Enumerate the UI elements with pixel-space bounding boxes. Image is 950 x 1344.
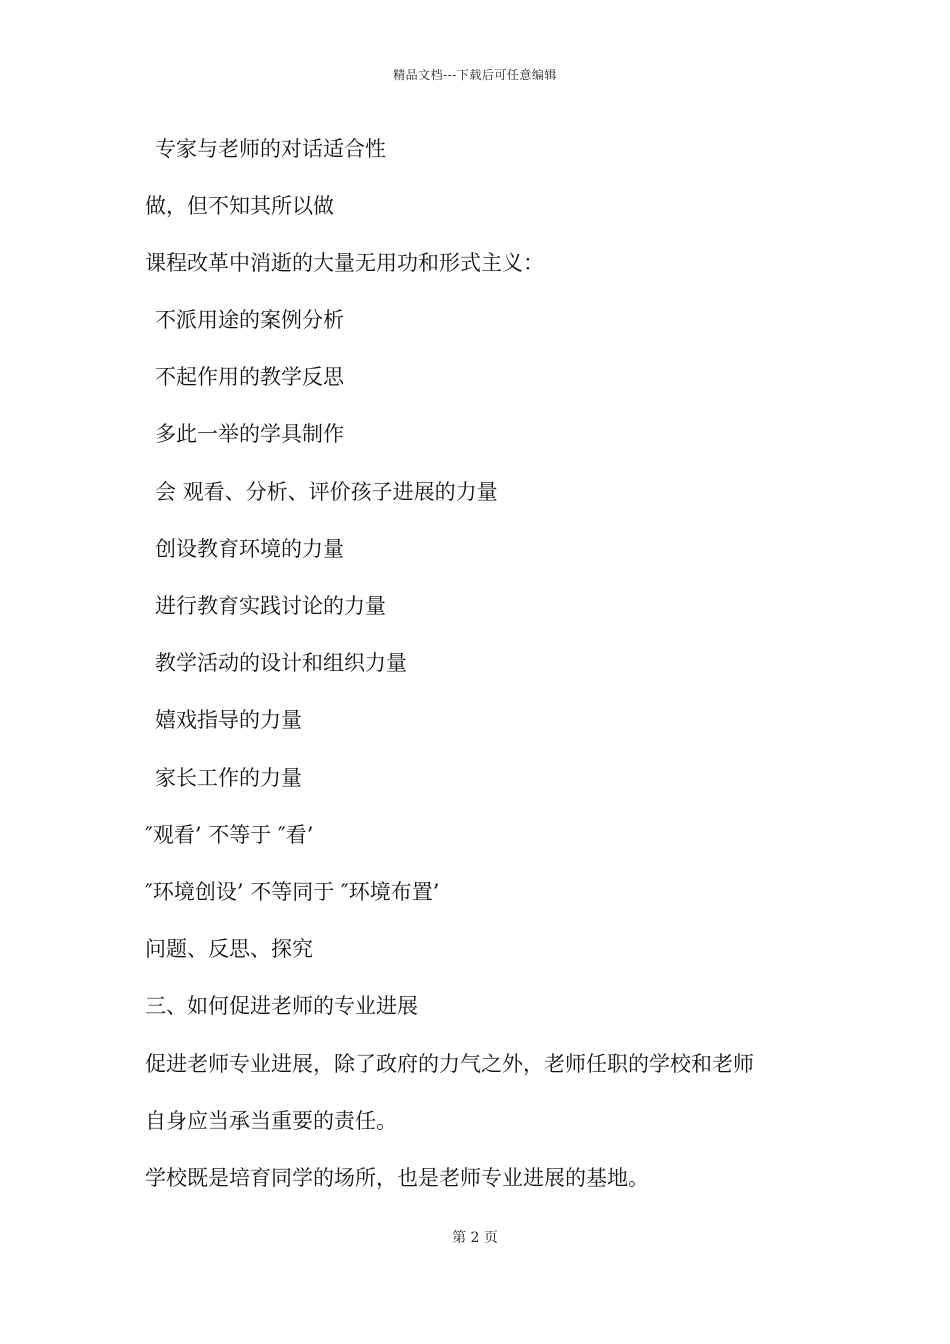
section-heading: 三、如何促进老师的专业进展 bbox=[145, 994, 418, 1018]
text-line: 自身应当承当重要的责任。 bbox=[145, 1109, 397, 1133]
text-line: 多此一举的学具制作 bbox=[155, 422, 344, 446]
text-line: 嬉戏指导的力量 bbox=[155, 708, 302, 732]
text-line: 学校既是培育同学的场所，也是老师专业进展的基地。 bbox=[145, 1166, 649, 1190]
text-line: ″环境创设’ 不等同于 ″环境布置’ bbox=[145, 880, 440, 904]
text-line: 创设教育环境的力量 bbox=[155, 537, 344, 561]
text-line: 不派用途的案例分析 bbox=[155, 308, 344, 332]
page-header: 精品文档---下载后可任意编辑 bbox=[393, 68, 557, 82]
text-line: 促进老师专业进展，除了政府的力气之外，老师任职的学校和老师 bbox=[145, 1052, 754, 1076]
text-line: 专家与老师的对话适合性 bbox=[155, 137, 386, 161]
text-line: 不起作用的教学反思 bbox=[155, 365, 344, 389]
text-line: 教学活动的设计和组织力量 bbox=[155, 651, 407, 675]
text-line: 课程改革中消逝的大量无用功和形式主义： bbox=[145, 251, 544, 275]
text-line: 进行教育实践讨论的力量 bbox=[155, 594, 386, 618]
text-line: 会 观看、分析、评价孩子进展的力量 bbox=[155, 480, 498, 504]
page-number: 第 2 页 bbox=[452, 1230, 498, 1246]
text-line: 家长工作的力量 bbox=[155, 766, 302, 790]
text-line: 做，但不知其所以做 bbox=[145, 194, 334, 218]
text-line: 问题、反思、探究 bbox=[145, 937, 313, 961]
text-line: ″观看’ 不等于 ″看’ bbox=[145, 823, 314, 847]
